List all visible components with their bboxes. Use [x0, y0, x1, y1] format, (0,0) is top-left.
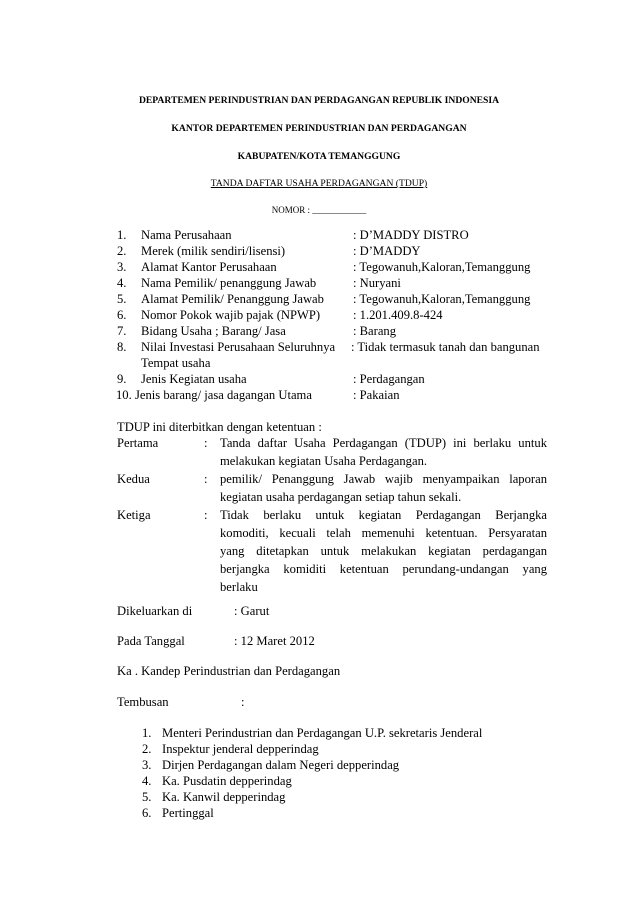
- cc-item: Pertinggal: [162, 806, 214, 820]
- date-value: : 12 Maret 2012: [234, 634, 315, 648]
- cc-number: 2.: [142, 742, 152, 756]
- item-value: : Tegowanuh,Kaloran,Temanggung: [353, 292, 531, 306]
- item-value: : Nuryani: [353, 276, 401, 290]
- item-number: 6.: [117, 308, 127, 322]
- item-value: : 1.201.409.8-424: [353, 308, 443, 322]
- item-label: Alamat Kantor Perusahaan: [141, 260, 277, 274]
- cc-number: 5.: [142, 790, 152, 804]
- header-office: KANTOR DEPARTEMEN PERINDUSTRIAN DAN PERDAGANGAN: [171, 123, 467, 134]
- item-number: 7.: [117, 324, 127, 338]
- cc-number: 4.: [142, 774, 152, 788]
- item-label: Nama Pemilik/ penanggung Jawab: [141, 276, 317, 290]
- item-number: 2.: [117, 244, 127, 258]
- clause-key: Pertama: [117, 436, 159, 450]
- clause-text: [220, 506, 547, 596]
- item-label: Jenis Kegiatan usaha: [141, 372, 247, 386]
- item-number: 9.: [117, 372, 127, 386]
- item-label: Nilai Investasi Perusahaan Seluruhnya: [141, 340, 336, 354]
- cc-item: Ka. Pusdatin depperindag: [162, 774, 292, 788]
- cc-label: Tembusan: [117, 695, 169, 709]
- item-label: Alamat Pemilik/ Penanggung Jawab: [141, 292, 324, 306]
- item-number: 1.: [117, 228, 127, 242]
- date-label: Pada Tanggal: [117, 634, 185, 648]
- cc-number: 6.: [142, 806, 152, 820]
- clause-key: Ketiga: [117, 508, 151, 522]
- cc-item: Inspektur jenderal depperindag: [162, 742, 319, 756]
- item-label: Bidang Usaha ; Barang/ Jasa: [141, 324, 286, 338]
- item-value: : Pakaian: [353, 388, 400, 402]
- item-number: 10.: [116, 388, 132, 402]
- clause-line: Tanda daftar Usaha Perdagangan (TDUP) ini berlaku untuk: [220, 436, 547, 450]
- item-number: 5.: [117, 292, 127, 306]
- item-number: 8.: [117, 340, 127, 354]
- clause-line: pemilik/ Penanggung Jawab wajib menyampaikan laporan: [220, 472, 547, 486]
- item-label-continued: Tempat usaha: [141, 356, 211, 370]
- clause-text: [220, 470, 547, 506]
- issued-value: : Garut: [234, 604, 270, 618]
- item-value: : D’MADDY: [353, 244, 421, 258]
- cc-item: Dirjen Perdagangan dalam Negeri depperindag: [162, 758, 400, 772]
- head-office: Ka . Kandep Perindustrian dan Perdagangan: [117, 664, 341, 678]
- clause-colon: :: [204, 436, 208, 450]
- item-number: 4.: [117, 276, 127, 290]
- item-label: Nomor Pokok wajib pajak (NPWP): [141, 308, 321, 322]
- document-title: TANDA DAFTAR USAHA PERDAGANGAN (TDUP): [210, 178, 428, 189]
- cc-number: 3.: [142, 758, 152, 772]
- item-label: Merek (milik sendiri/lisensi): [141, 244, 286, 258]
- header-regency: KABUPATEN/KOTA TEMANGGUNG: [237, 151, 401, 162]
- item-value: : Barang: [353, 324, 397, 338]
- cc-colon: :: [241, 695, 245, 709]
- provisions-intro: TDUP ini diterbitkan dengan ketentuan :: [117, 420, 322, 434]
- clause-colon: :: [204, 472, 208, 486]
- cc-item: Menteri Perindustrian dan Perdagangan U.P. sekretaris Jenderal: [162, 726, 483, 740]
- item-value: : D’MADDY DISTRO: [353, 228, 469, 242]
- item-label: Jenis barang/ jasa dagangan Utama: [135, 388, 312, 402]
- header-ministry: DEPARTEMEN PERINDUSTRIAN DAN PERDAGANGAN REPUBLIK INDONESIA: [138, 95, 500, 106]
- cc-number: 1.: [142, 726, 152, 740]
- document-number: NOMOR : ____________: [271, 205, 367, 215]
- clause-line: berlaku: [220, 580, 258, 594]
- item-value: : Tidak termasuk tanah dan bangunan: [351, 340, 540, 354]
- clause-line: Tidak berlaku untuk kegiatan Perdagangan Berjangka: [220, 508, 547, 522]
- cc-item: Ka. Kanwil depperindag: [162, 790, 286, 804]
- clause-colon: :: [204, 508, 208, 522]
- clause-line: berjangka komiditi ketentuan perundang-undangan yang: [220, 562, 547, 576]
- item-label: Nama Perusahaan: [141, 228, 232, 242]
- item-value: : Tegowanuh,Kaloran,Temanggung: [353, 260, 531, 274]
- item-number: 3.: [117, 260, 127, 274]
- clause-key: Kedua: [117, 472, 150, 486]
- clause-line: yang ditetapkan untuk melakukan kegiatan perdagangan: [220, 544, 547, 558]
- clause-line: komoditi, kecuali telah memenuhi ketentuan. Persyaratan: [220, 526, 547, 540]
- issued-label: Dikeluarkan di: [117, 604, 193, 618]
- clause-text: [220, 434, 547, 470]
- clause-line: kegiatan usaha perdagangan setiap tahun sekali.: [220, 490, 462, 504]
- clause-line: melakukan kegiatan Usaha Perdagangan.: [220, 454, 428, 468]
- item-value: : Perdagangan: [353, 372, 425, 386]
